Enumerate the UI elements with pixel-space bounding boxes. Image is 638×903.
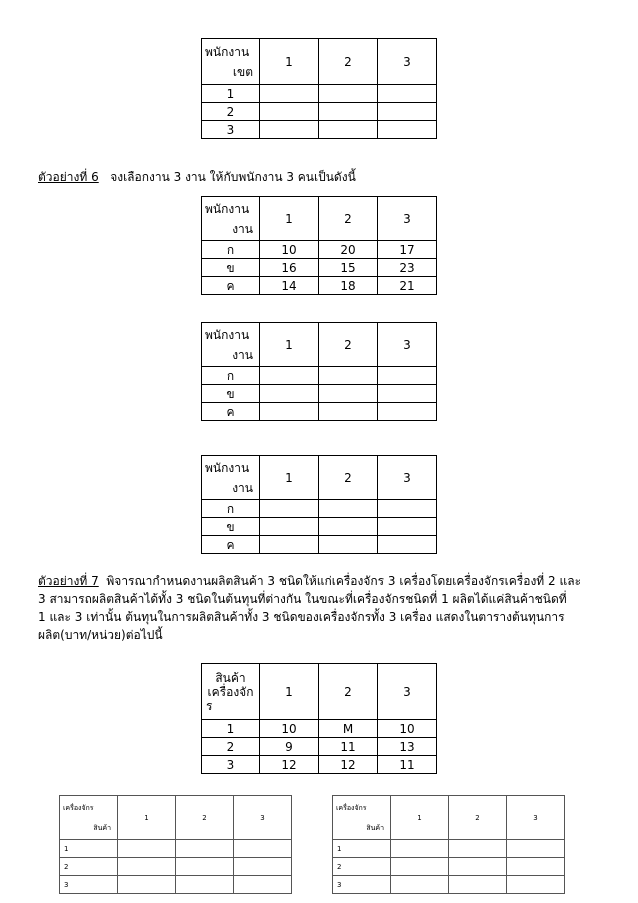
row-label: 3 xyxy=(202,121,260,139)
row-label: 3 xyxy=(202,756,260,774)
example-7-line-2: 3 สามารถผลิตสินค้าได้ทั้ง 3 ชนิดในต้นทุนที่ต่างกัน ในขณะที่เครื่องจักรชนิดที่ 1 ผลิตได้แค่สินค้าชนิดที่ xyxy=(38,592,567,606)
example-7-line-4: ผลิต(บาท/หน่วย)ต่อไปนี้ xyxy=(38,628,163,642)
table-cell: 11 xyxy=(319,738,378,756)
header-bottom: ร xyxy=(206,698,213,713)
table-cell xyxy=(449,858,507,876)
table-cell: 11 xyxy=(378,756,437,774)
header-bottom: เครื่องจักร xyxy=(63,803,94,812)
table-zone-employee xyxy=(201,38,437,139)
table-cell xyxy=(507,858,565,876)
column-header: 1 xyxy=(260,456,319,500)
table-cell xyxy=(260,500,319,518)
header-bottom: พนักงาน xyxy=(205,44,250,59)
table-header-corner xyxy=(202,197,260,241)
table-cell: 18 xyxy=(319,277,378,295)
column-header: 3 xyxy=(378,456,437,500)
table-cell xyxy=(260,121,319,139)
row-label: 2 xyxy=(333,858,391,876)
row-label: 1 xyxy=(60,840,118,858)
row-label: 1 xyxy=(333,840,391,858)
row-label: ข xyxy=(202,259,260,277)
table-cell xyxy=(260,103,319,121)
table-cell xyxy=(234,858,292,876)
header-bottom: พนักงาน xyxy=(205,201,250,216)
row-label: ก xyxy=(202,367,260,385)
header-top: เขต xyxy=(232,64,253,79)
column-header: 1 xyxy=(260,197,319,241)
header-top: งาน xyxy=(232,347,253,362)
table-machine-product-blank-right xyxy=(332,795,565,894)
table-cell xyxy=(378,403,437,421)
table-cell xyxy=(319,85,378,103)
table-cell: 14 xyxy=(260,277,319,295)
table-cell xyxy=(391,876,449,894)
table-machine-product-costs xyxy=(201,663,437,774)
table-cell xyxy=(319,121,378,139)
column-header: 2 xyxy=(319,664,378,720)
table-cell xyxy=(118,840,176,858)
table-header-corner xyxy=(60,796,118,840)
header-top: งาน xyxy=(232,221,253,236)
table-cell: 10 xyxy=(378,720,437,738)
table-cell xyxy=(234,840,292,858)
column-header: 3 xyxy=(378,197,437,241)
column-header: 3 xyxy=(234,796,292,840)
table-cell xyxy=(234,876,292,894)
column-header: 2 xyxy=(176,796,234,840)
table-cell xyxy=(260,367,319,385)
header-top: งาน xyxy=(232,480,253,495)
table-cell xyxy=(449,876,507,894)
column-header: 1 xyxy=(118,796,176,840)
table-cell xyxy=(176,858,234,876)
table-cell xyxy=(118,858,176,876)
row-label: ข xyxy=(202,518,260,536)
example-6-text: จงเลือกงาน 3 งาน ให้กับพนักงาน 3 คนเป็นดังนี้ xyxy=(110,170,356,184)
column-header: 1 xyxy=(391,796,449,840)
row-label: ค xyxy=(202,403,260,421)
table-cell xyxy=(260,385,319,403)
table-cell xyxy=(319,385,378,403)
table-header-corner xyxy=(202,323,260,367)
table-cell: 21 xyxy=(378,277,437,295)
table-cell: 23 xyxy=(378,259,437,277)
table-cell xyxy=(378,518,437,536)
table-cell xyxy=(319,367,378,385)
row-label: ก xyxy=(202,500,260,518)
table-job-assignment-costs xyxy=(201,196,437,295)
table-header-corner xyxy=(202,39,260,85)
table-machine-product-blank-left xyxy=(59,795,292,894)
header-bottom: พนักงาน xyxy=(205,327,250,342)
table-cell: 13 xyxy=(378,738,437,756)
example-7-line-3: 1 และ 3 เท่านั้น ต้นทุนในการผลิตสินค้าทั้ง 3 ชนิดของเครื่องจักรทั้ง 3 เครื่อง แสดงในตารางต้นทุนการ xyxy=(38,610,565,624)
table-cell xyxy=(260,518,319,536)
table-cell xyxy=(378,500,437,518)
example-6-paragraph xyxy=(38,168,618,186)
table-cell: 9 xyxy=(260,738,319,756)
table-cell xyxy=(319,103,378,121)
table-cell xyxy=(378,536,437,554)
table-cell xyxy=(391,840,449,858)
header-top: สินค้า xyxy=(366,823,384,832)
table-cell xyxy=(319,536,378,554)
row-label: 1 xyxy=(202,85,260,103)
column-header: 3 xyxy=(378,664,437,720)
column-header: 2 xyxy=(319,456,378,500)
table-cell xyxy=(260,85,319,103)
column-header: 1 xyxy=(260,39,319,85)
table-cell: 12 xyxy=(260,756,319,774)
table-cell xyxy=(319,518,378,536)
table-cell xyxy=(507,840,565,858)
column-header: 3 xyxy=(507,796,565,840)
table-cell xyxy=(378,121,437,139)
row-label: 2 xyxy=(202,103,260,121)
table-job-assignment-blank-1 xyxy=(201,322,437,421)
header-bottom: พนักงาน xyxy=(205,460,250,475)
table-cell xyxy=(391,858,449,876)
table-cell: 10 xyxy=(260,720,319,738)
table-cell xyxy=(507,876,565,894)
table-cell: 10 xyxy=(260,241,319,259)
table-cell xyxy=(176,876,234,894)
table-cell: 16 xyxy=(260,259,319,277)
table-cell xyxy=(176,840,234,858)
header-bottom: เครื่องจักร xyxy=(336,803,367,812)
column-header: 1 xyxy=(260,664,319,720)
table-cell: 15 xyxy=(319,259,378,277)
table-cell xyxy=(319,500,378,518)
column-header: 2 xyxy=(449,796,507,840)
table-cell xyxy=(378,85,437,103)
table-header-corner xyxy=(202,456,260,500)
example-6-label: ตัวอย่างที่ 6 xyxy=(38,170,99,184)
column-header: 3 xyxy=(378,323,437,367)
table-cell xyxy=(378,367,437,385)
row-label: ค xyxy=(202,277,260,295)
row-label: 2 xyxy=(60,858,118,876)
header-mid: เครื่องจัก xyxy=(207,684,254,699)
row-label: ข xyxy=(202,385,260,403)
table-cell xyxy=(260,536,319,554)
table-cell xyxy=(260,403,319,421)
row-label: 1 xyxy=(202,720,260,738)
column-header: 2 xyxy=(319,197,378,241)
column-header: 1 xyxy=(260,323,319,367)
table-cell: M xyxy=(319,720,378,738)
row-label: ก xyxy=(202,241,260,259)
table-header-corner xyxy=(202,664,260,720)
table-cell xyxy=(378,385,437,403)
table-cell: 17 xyxy=(378,241,437,259)
column-header: 3 xyxy=(378,39,437,85)
example-7-label: ตัวอย่างที่ 7 xyxy=(38,574,99,588)
example-7-line-1: พิจารณากำหนดงานผลิตสินค้า 3 ชนิดให้แก่เครื่องจักร 3 เครื่องโดยเครื่องจักรเครื่องที่ 2 และ xyxy=(106,574,582,588)
row-label: 3 xyxy=(333,876,391,894)
header-top: สินค้า xyxy=(93,823,111,832)
column-header: 2 xyxy=(319,39,378,85)
example-7-paragraph xyxy=(38,572,618,644)
table-header-corner xyxy=(333,796,391,840)
header-top: สินค้า xyxy=(215,670,246,685)
row-label: 2 xyxy=(202,738,260,756)
table-cell: 12 xyxy=(319,756,378,774)
row-label: ค xyxy=(202,536,260,554)
table-cell xyxy=(449,840,507,858)
table-job-assignment-blank-2 xyxy=(201,455,437,554)
column-header: 2 xyxy=(319,323,378,367)
row-label: 3 xyxy=(60,876,118,894)
table-cell xyxy=(319,403,378,421)
table-cell xyxy=(378,103,437,121)
table-cell xyxy=(118,876,176,894)
table-cell: 20 xyxy=(319,241,378,259)
